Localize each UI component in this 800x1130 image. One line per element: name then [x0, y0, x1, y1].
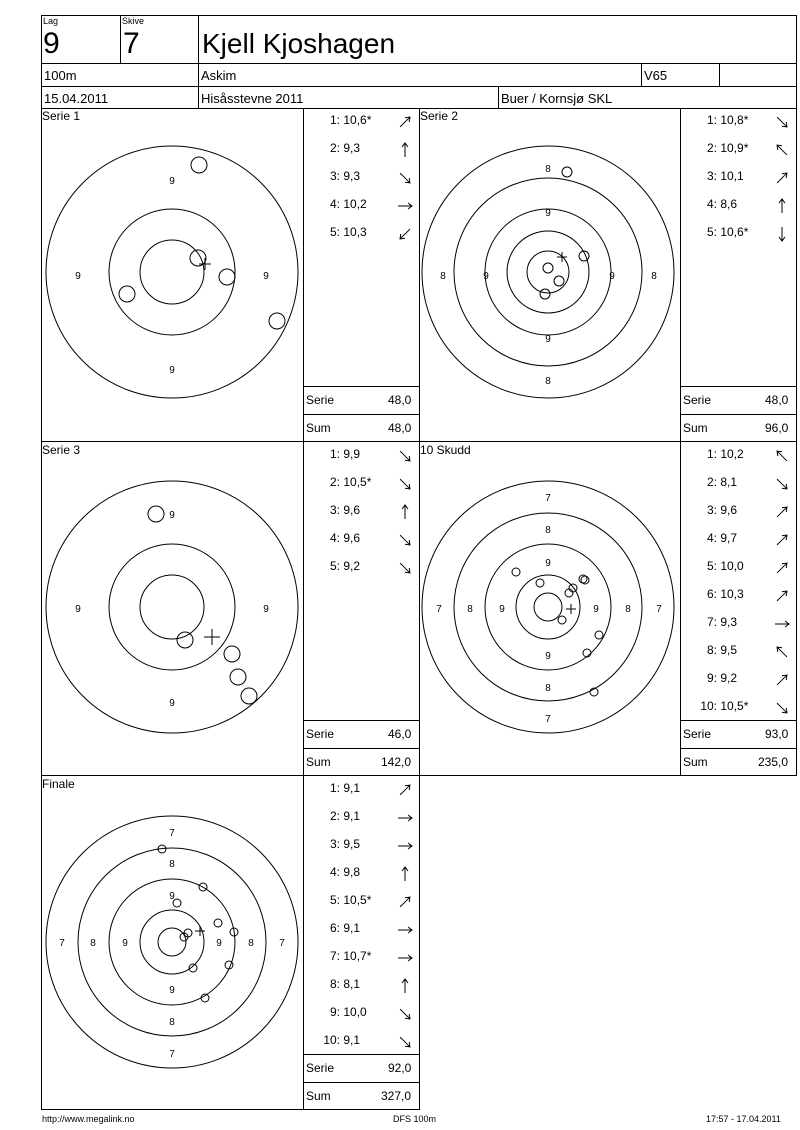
shot-value: 9,3 [343, 169, 361, 183]
lag-value: 9 [43, 27, 60, 60]
ring-label: 7 [169, 828, 175, 839]
direction-arrow-icon [773, 644, 791, 663]
ring-label: 7 [59, 938, 65, 949]
shot-number: 8: [329, 977, 340, 991]
ring-label: 7 [169, 1049, 175, 1060]
shot-row [681, 113, 796, 127]
direction-arrow-icon [773, 504, 791, 523]
direction-arrow-icon [396, 114, 414, 133]
shot-value: 10,3 [343, 225, 367, 239]
ring-label: 9 [545, 651, 551, 662]
panel-title-3: Serie 3 [42, 443, 81, 457]
shot-value: 9,1 [343, 1033, 361, 1047]
ring-label: 9 [483, 271, 489, 282]
shot-number: 10: [323, 1033, 340, 1047]
shot-row [681, 559, 796, 573]
shot-value: 9,2 [343, 559, 361, 573]
shot-number: 8: [706, 643, 717, 657]
shot-row [304, 893, 419, 907]
sum-value-1: 48,0 [388, 421, 412, 435]
ring-label: 8 [169, 1017, 175, 1028]
shot-value: 10,5* [720, 699, 749, 713]
shot-number: 5: [706, 559, 717, 573]
serie-label-2: Serie [683, 393, 712, 407]
shot-row [681, 169, 796, 183]
direction-arrow-icon [396, 894, 414, 913]
direction-arrow-icon [773, 476, 791, 495]
serie-value-4: 93,0 [765, 727, 789, 741]
shot-row [681, 503, 796, 517]
shot-row [304, 1033, 419, 1047]
footer-url[interactable]: http://www.megalink.no [42, 1114, 135, 1124]
shot-row [681, 475, 796, 489]
date: 15.04.2011 [44, 91, 109, 106]
direction-arrow-icon [773, 226, 791, 245]
ring-label: 9 [545, 208, 551, 219]
panel-title-5: Finale [42, 777, 75, 791]
sum-value-3: 142,0 [381, 755, 412, 769]
venue: Buer / Kornsjø SKL [501, 91, 613, 106]
shot-row [304, 503, 419, 517]
serie-value-5: 92,0 [388, 1061, 412, 1075]
direction-arrow-icon [773, 616, 791, 635]
shot-number: 3: [706, 503, 717, 517]
ring-label: 9 [545, 334, 551, 345]
shot-value: 9,8 [343, 865, 361, 879]
shot-row [681, 615, 796, 629]
ring-label: 7 [436, 604, 442, 615]
shot-row [304, 225, 419, 239]
shot-number: 6: [706, 587, 717, 601]
club-cell [198, 63, 642, 87]
shot-value: 9,1 [343, 921, 361, 935]
shot-value: 9,6 [720, 503, 738, 517]
shot-value: 9,1 [343, 809, 361, 823]
direction-arrow-icon [396, 810, 414, 829]
sum-label-3: Sum [306, 755, 331, 769]
ring-label: 8 [545, 525, 551, 536]
ring-label: 9 [169, 698, 175, 709]
shot-value: 9,5 [343, 837, 361, 851]
panel-title-2: Serie 2 [420, 109, 459, 123]
shot-row [304, 781, 419, 795]
ring-label: 9 [169, 365, 175, 376]
shot-number: 5: [329, 559, 340, 573]
direction-arrow-icon [396, 532, 414, 551]
ring-label: 9 [545, 558, 551, 569]
club: Askim [201, 68, 237, 83]
shot-row [304, 1005, 419, 1019]
shot-row [681, 643, 796, 657]
footer-program: DFS 100m [393, 1114, 437, 1124]
ring-label: 8 [90, 938, 96, 949]
shot-number: 7: [706, 615, 717, 629]
ring-label: 7 [656, 604, 662, 615]
ring-label: 8 [169, 859, 175, 870]
shot-row [681, 447, 796, 461]
shot-value: 9,3 [343, 141, 361, 155]
shot-number: 2: [706, 475, 717, 489]
direction-arrow-icon [396, 866, 414, 885]
shot-value: 8,1 [343, 977, 361, 991]
direction-arrow-icon [396, 782, 414, 801]
shot-value: 10,6* [720, 225, 749, 239]
shot-row [681, 671, 796, 685]
shot-row [304, 865, 419, 879]
serie-label-4: Serie [683, 727, 712, 741]
shot-number: 4: [329, 865, 340, 879]
ring-label: 9 [263, 271, 269, 282]
skive-value: 7 [123, 27, 140, 60]
shot-value: 10,2 [720, 447, 744, 461]
ring-label: 9 [122, 938, 128, 949]
direction-arrow-icon [773, 114, 791, 133]
ring-label: 9 [263, 604, 269, 615]
shot-number: 9: [706, 671, 717, 685]
shot-row [304, 531, 419, 545]
shot-row [681, 531, 796, 545]
direction-arrow-icon [396, 198, 414, 217]
direction-arrow-icon [773, 448, 791, 467]
ring-label: 8 [545, 683, 551, 694]
direction-arrow-icon [396, 560, 414, 579]
direction-arrow-icon [773, 588, 791, 607]
panel-title-1: Serie 1 [42, 109, 81, 123]
direction-arrow-icon [396, 1034, 414, 1053]
direction-arrow-icon [773, 560, 791, 579]
shot-row [304, 447, 419, 461]
shot-row [304, 949, 419, 963]
shot-number: 9: [329, 1005, 340, 1019]
shot-row [304, 475, 419, 489]
sum-value-2: 96,0 [765, 421, 789, 435]
direction-arrow-icon [773, 198, 791, 217]
ring-label: 9 [75, 271, 81, 282]
direction-arrow-icon [773, 672, 791, 691]
ring-label: 9 [499, 604, 505, 615]
shot-value: 9,1 [343, 781, 361, 795]
shot-value: 9,6 [343, 531, 361, 545]
skive-label: Skive [122, 16, 145, 26]
shot-value: 9,5 [720, 643, 738, 657]
shot-value: 9,3 [720, 615, 738, 629]
shot-number: 1: [329, 113, 340, 127]
ring-label: 8 [440, 271, 446, 282]
ring-label: 9 [609, 271, 615, 282]
sum-value-5: 327,0 [381, 1089, 412, 1103]
shot-value: 9,9 [343, 447, 361, 461]
serie-value-1: 48,0 [388, 393, 412, 407]
shot-row [681, 225, 796, 239]
sum-label-2: Sum [683, 421, 708, 435]
sum-label-4: Sum [683, 755, 708, 769]
direction-arrow-icon [396, 476, 414, 495]
shot-value: 10,2 [343, 197, 367, 211]
direction-arrow-icon [396, 170, 414, 189]
direction-arrow-icon [396, 838, 414, 857]
ring-label: 9 [169, 891, 175, 902]
footer-timestamp: 17:57 - 17.04.2011 [706, 1114, 781, 1124]
shot-number: 2: [329, 809, 340, 823]
shot-number: 10: [700, 699, 717, 713]
shot-number: 7: [329, 949, 340, 963]
direction-arrow-icon [396, 226, 414, 245]
shot-number: 1: [706, 113, 717, 127]
direction-arrow-icon [396, 504, 414, 523]
shot-value: 8,1 [720, 475, 738, 489]
ring-label: 8 [651, 271, 657, 282]
shot-value: 10,8* [720, 113, 749, 127]
ring-label: 9 [216, 938, 222, 949]
direction-arrow-icon [773, 142, 791, 161]
ring-label: 9 [593, 604, 599, 615]
lag-label: Lag [43, 16, 59, 26]
shot-number: 2: [329, 141, 340, 155]
shot-number: 3: [329, 837, 340, 851]
ring-label: 9 [75, 604, 81, 615]
ring-label: 9 [169, 985, 175, 996]
direction-arrow-icon [396, 142, 414, 161]
shot-row [304, 141, 419, 155]
direction-arrow-icon [396, 448, 414, 467]
direction-arrow-icon [396, 1006, 414, 1025]
serie-value-3: 46,0 [388, 727, 412, 741]
direction-arrow-icon [396, 950, 414, 969]
shot-row [681, 587, 796, 601]
sum-value-4: 235,0 [758, 755, 789, 769]
serie-value-2: 48,0 [765, 393, 789, 407]
ring-label: 8 [545, 376, 551, 387]
shot-value: 10,0 [343, 1005, 367, 1019]
shot-number: 4: [706, 197, 717, 211]
shot-value: 9,6 [343, 503, 361, 517]
shot-value: 10,5* [343, 475, 372, 489]
direction-arrow-icon [773, 700, 791, 719]
shot-number: 5: [329, 225, 340, 239]
ring-label: 8 [625, 604, 631, 615]
serie-label-1: Serie [306, 393, 335, 407]
shot-number: 1: [706, 447, 717, 461]
shot-value: 10,6* [343, 113, 372, 127]
shot-number: 3: [329, 169, 340, 183]
shot-row [304, 559, 419, 573]
shot-row [304, 113, 419, 127]
class: V65 [644, 68, 668, 83]
direction-arrow-icon [773, 532, 791, 551]
shot-number: 3: [706, 169, 717, 183]
shot-value: 8,6 [720, 197, 738, 211]
event: Hisåsstevne 2011 [201, 91, 304, 106]
shot-number: 5: [329, 893, 340, 907]
shot-number: 3: [329, 503, 340, 517]
shooter-name: Kjell Kjoshagen [202, 28, 396, 59]
ring-label: 7 [279, 938, 285, 949]
shot-value: 10,3 [720, 587, 744, 601]
shot-value: 10,0 [720, 559, 744, 573]
shot-row [304, 977, 419, 991]
direction-arrow-icon [773, 170, 791, 189]
ring-label: 8 [248, 938, 254, 949]
shot-row [681, 141, 796, 155]
shot-number: 6: [329, 921, 340, 935]
shot-row [681, 197, 796, 211]
distance: 100m [44, 68, 77, 83]
shot-row [304, 197, 419, 211]
shot-number: 4: [706, 531, 717, 545]
shot-number: 2: [329, 475, 340, 489]
direction-arrow-icon [396, 922, 414, 941]
serie-label-3: Serie [306, 727, 335, 741]
shot-number: 4: [329, 531, 340, 545]
shot-value: 10,7* [343, 949, 372, 963]
sum-label-5: Sum [306, 1089, 331, 1103]
ring-label: 7 [545, 714, 551, 725]
shot-value: 10,9* [720, 141, 749, 155]
shot-number: 5: [706, 225, 717, 239]
direction-arrow-icon [396, 978, 414, 997]
shot-value: 10,5* [343, 893, 372, 907]
shot-number: 2: [706, 141, 717, 155]
shot-number: 4: [329, 197, 340, 211]
shot-row [681, 699, 796, 713]
shot-number: 1: [329, 447, 340, 461]
shot-row [304, 809, 419, 823]
shot-value: 10,1 [720, 169, 744, 183]
sum-label-1: Sum [306, 421, 331, 435]
shot-row [304, 837, 419, 851]
shot-value: 9,7 [720, 531, 738, 545]
serie-label-5: Serie [306, 1061, 335, 1075]
ring-label: 8 [545, 164, 551, 175]
shot-number: 1: [329, 781, 340, 795]
shot-value: 9,2 [720, 671, 738, 685]
ring-label: 9 [169, 176, 175, 187]
shot-row [304, 921, 419, 935]
shot-row [304, 169, 419, 183]
panel-title-4: 10 Skudd [420, 443, 471, 457]
ring-label: 8 [467, 604, 473, 615]
ring-label: 9 [169, 510, 175, 521]
ring-label: 7 [545, 493, 551, 504]
